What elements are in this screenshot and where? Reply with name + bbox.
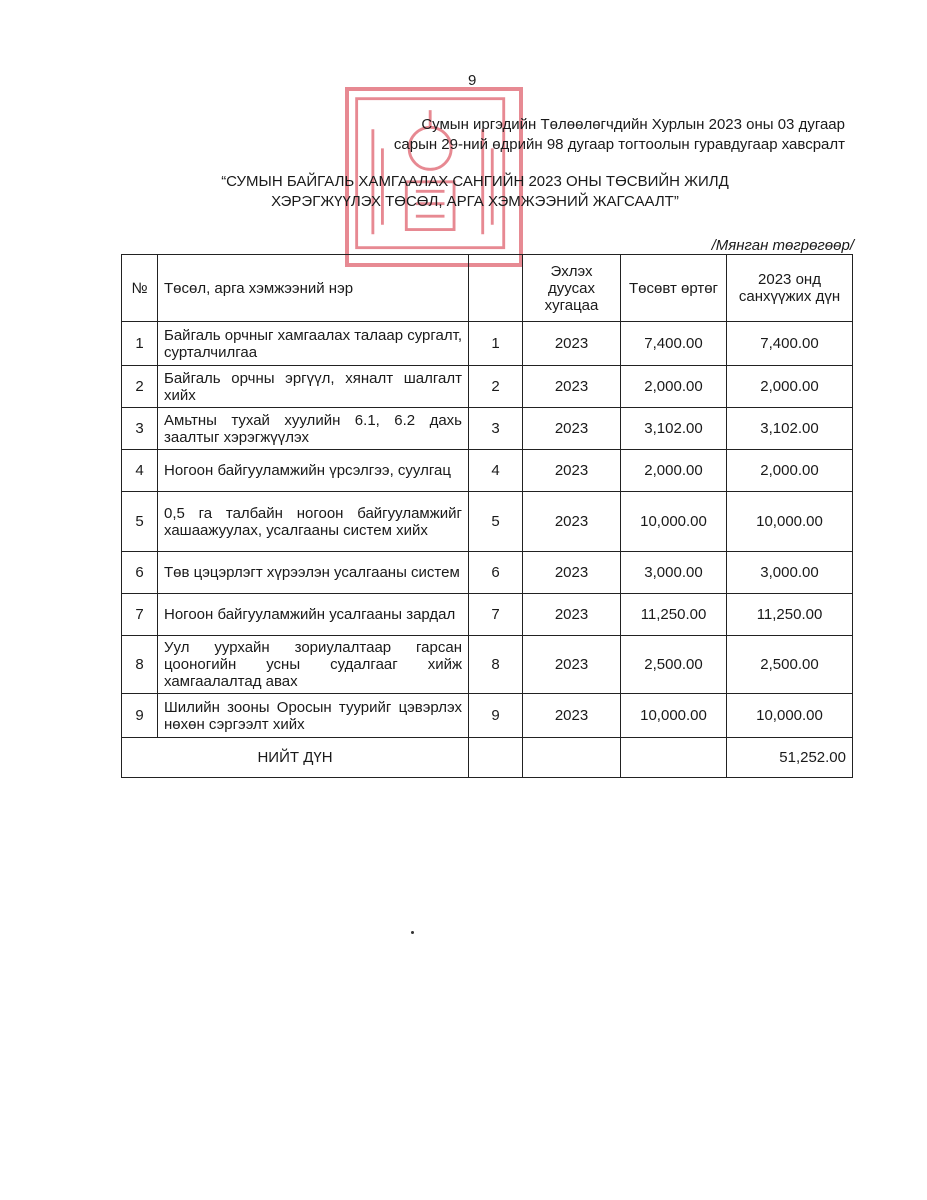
cell-funding: 2,000.00 [727,450,853,492]
cell-period: 2023 [523,636,621,694]
table-row [122,366,853,408]
table-row [122,450,853,492]
cell-no: 9 [122,694,158,738]
cell-no: 7 [122,594,158,636]
title-line-2: ХЭРЭГЖҮҮЛЭХ ТӨСӨЛ, АРГА ХЭМЖЭЭНИЙ ЖАГСААЛТ” [271,193,679,210]
total-label: НИЙТ ДҮН [122,738,469,778]
cell-idx: 3 [469,408,523,450]
cell-funding: 3,102.00 [727,408,853,450]
cell-period: 2023 [523,694,621,738]
cell-name: Ногоон байгууламжийн усалгааны зардал [158,594,469,636]
scan-speck [411,931,414,934]
cell-idx: 4 [469,450,523,492]
cell-funding: 2,000.00 [727,366,853,408]
cell-name: Ногоон байгууламжийн үрсэлгээ, суулгац [158,450,469,492]
total-empty-idx [469,738,523,778]
cell-funding: 2,500.00 [727,636,853,694]
cell-period: 2023 [523,552,621,594]
cell-budget: 11,250.00 [621,594,727,636]
cell-budget: 2,500.00 [621,636,727,694]
header-funding: 2023 онд санхүүжих дүн [727,255,853,322]
cell-no: 2 [122,366,158,408]
cell-budget: 7,400.00 [621,322,727,366]
cell-no: 4 [122,450,158,492]
cell-no: 8 [122,636,158,694]
project-list-table [121,254,853,778]
header-budget: Төсөвт өртөг [621,255,727,322]
total-empty-period [523,738,621,778]
cell-period: 2023 [523,322,621,366]
cell-budget: 2,000.00 [621,366,727,408]
cell-period: 2023 [523,408,621,450]
cell-funding: 10,000.00 [727,694,853,738]
header-period: Эхлэх дуусах хугацаа [523,255,621,322]
cell-name: Амьтны тухай хуулийн 6.1, 6.2 дахь заалтыг хэрэгжүүлэх [158,408,469,450]
header-no: № [122,255,158,322]
annex-reference [394,115,845,155]
total-value: 51,252.00 [727,738,853,778]
table-header-row [122,255,853,322]
cell-idx: 2 [469,366,523,408]
cell-name: 0,5 га талбайн ногоон байгууламжийг хашаажуулах, усалгааны систем хийх [158,492,469,552]
cell-name: Шилийн зооны Оросын туурийг цэвэрлэх нөхөн сэргээлт хийх [158,694,469,738]
page-number: 9 [468,72,477,89]
cell-idx: 1 [469,322,523,366]
cell-name: Төв цэцэрлэгт хүрээлэн усалгааны систем [158,552,469,594]
cell-idx: 7 [469,594,523,636]
cell-funding: 3,000.00 [727,552,853,594]
document-title [130,172,820,212]
cell-name: Байгаль орчныг хамгаалах талаар сургалт, сурталчилгаа [158,322,469,366]
cell-no: 1 [122,322,158,366]
table-row [122,408,853,450]
table-row [122,552,853,594]
cell-idx: 6 [469,552,523,594]
cell-idx: 5 [469,492,523,552]
cell-period: 2023 [523,366,621,408]
cell-period: 2023 [523,492,621,552]
cell-budget: 2,000.00 [621,450,727,492]
total-row [122,738,853,778]
table-row [122,492,853,552]
cell-period: 2023 [523,450,621,492]
cell-no: 5 [122,492,158,552]
cell-no: 3 [122,408,158,450]
cell-funding: 7,400.00 [727,322,853,366]
cell-no: 6 [122,552,158,594]
cell-funding: 11,250.00 [727,594,853,636]
table-row [122,594,853,636]
cell-budget: 3,000.00 [621,552,727,594]
table-row [122,694,853,738]
total-empty-budget [621,738,727,778]
cell-idx: 9 [469,694,523,738]
cell-idx: 8 [469,636,523,694]
annex-line-2: сарын 29-ний өдрийн 98 дугаар тогтоолын гуравдугаар хавсралт [393,136,845,153]
unit-note: /Мянган төгрөгөөр/ [711,237,854,254]
header-idx [469,255,523,322]
annex-line-1: Сумын иргэдийн Төлөөлөгчдийн Хурлын 2023 оны 03 дугаар [421,116,845,133]
table-row [122,636,853,694]
cell-name: Байгаль орчны эргүүл, хяналт шалгалт хийх [158,366,469,408]
cell-budget: 10,000.00 [621,492,727,552]
cell-budget: 3,102.00 [621,408,727,450]
title-line-1: “СУМЫН БАЙГАЛЬ ХАМГААЛАХ САНГИЙН 2023 ОНЫ ТӨСВИЙН ЖИЛД [221,173,729,190]
header-name: Төсөл, арга хэмжээний нэр [158,255,469,322]
table-row [122,322,853,366]
cell-period: 2023 [523,594,621,636]
cell-name: Уул уурхайн зориулалтаар гарсан цооногийн усны судалгааг хийж хамгаалалтад авах [158,636,469,694]
cell-funding: 10,000.00 [727,492,853,552]
cell-budget: 10,000.00 [621,694,727,738]
